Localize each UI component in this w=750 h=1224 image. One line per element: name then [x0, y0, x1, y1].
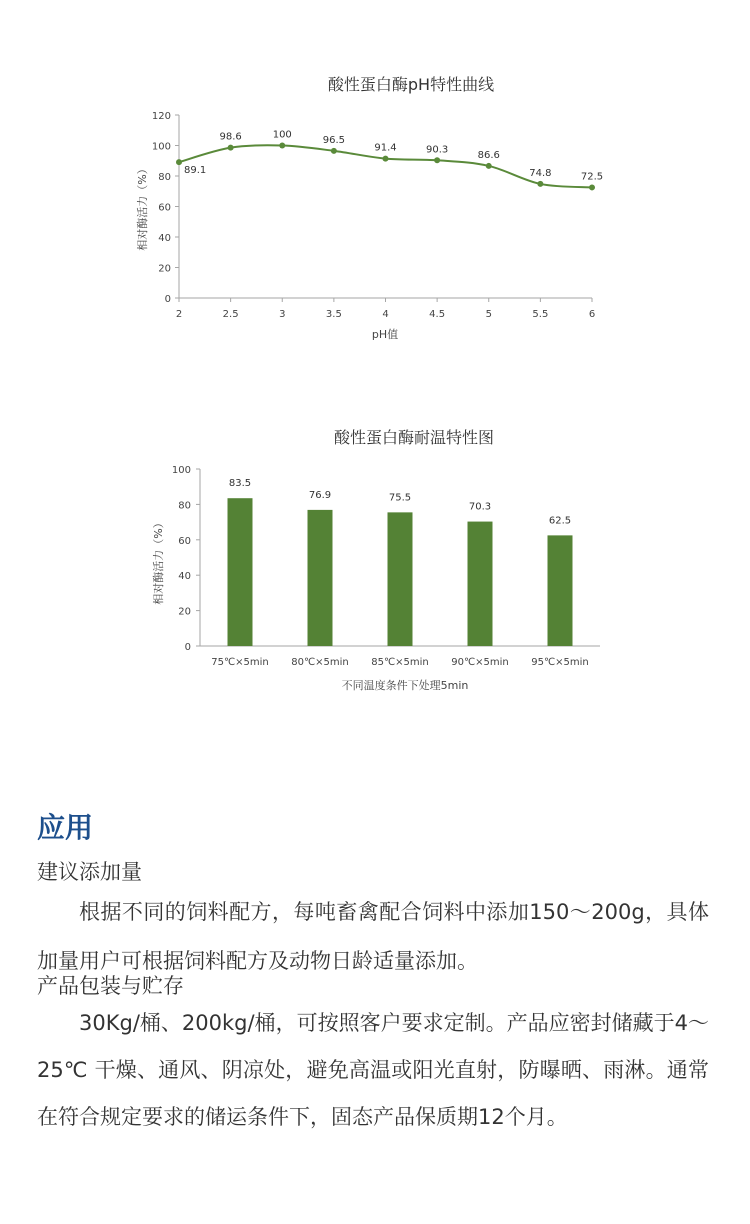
data-label: 91.4 [374, 142, 397, 154]
bar [468, 522, 493, 646]
paragraph-storage: 30Kg/桶、200kg/桶，可按照客户要求定制。产品应密封储藏于4～25℃ 干燥、通风、阴凉处，避免高温或阳光直射，防曝晒、雨淋。通常在符合规定要求的储运条件下，固态产品保质期12个月。 [37, 1011, 709, 1129]
section-title: 应用 [37, 811, 94, 844]
y-tick-labels [152, 111, 171, 305]
x-tick-label: 90℃×5min [451, 657, 509, 668]
bars [228, 498, 573, 646]
y-tick-label: 100 [151, 141, 171, 153]
y-axis-label: 相对酶活力（%） [152, 517, 165, 605]
temperature-bar-chart-svg [0, 400, 750, 720]
x-tick-label: 95℃×5min [531, 657, 589, 668]
data-point [589, 184, 595, 190]
ph-line-chart-svg [0, 0, 750, 360]
y-tick-label: 0 [164, 294, 171, 305]
data-label: 96.5 [322, 134, 346, 146]
subheading-storage: 产品包装与贮存 [37, 974, 184, 998]
bar [228, 498, 253, 646]
data-label: 74.8 [529, 167, 552, 179]
x-tick-labels [176, 309, 595, 320]
paragraph-dosage: 根据不同的饲料配方，每吨畜禽配合饲料中添加150～200g，具体加量用户可根据饲料配方及动物日龄适量添加。 [37, 900, 709, 973]
x-tick-label: 80℃×5min [291, 657, 349, 668]
temperature-bar-chart [0, 400, 750, 720]
y-tick-label: 40 [158, 233, 171, 244]
data-point [331, 148, 337, 154]
data-point [279, 143, 285, 149]
data-point [383, 156, 389, 162]
bar [388, 512, 413, 646]
data-label: 72.5 [580, 171, 604, 183]
data-labels [184, 130, 603, 183]
y-tick-label: 20 [178, 606, 191, 618]
y-tick-label: 100 [171, 465, 191, 476]
data-label: 90.3 [425, 144, 449, 156]
data-label: 98.6 [219, 131, 242, 143]
x-tick-label: 5 [485, 309, 492, 320]
y-axis-label: 相对酶活力（%） [136, 163, 149, 251]
data-point [434, 157, 440, 163]
bar [308, 510, 333, 646]
y-tick-label: 60 [158, 202, 171, 214]
x-tick-labels [211, 657, 589, 668]
bar [548, 535, 573, 646]
x-tick-label: 2 [175, 309, 183, 320]
data-point [486, 163, 492, 169]
data-label: 89.1 [184, 165, 207, 177]
ph-line-chart [0, 0, 750, 360]
data-label: 76.9 [308, 489, 332, 501]
data-label: 62.5 [548, 515, 572, 527]
data-label: 75.5 [388, 492, 412, 504]
x-tick-label: 2.5 [222, 309, 239, 320]
x-tick-label: 75℃×5min [211, 657, 269, 668]
y-tick-label: 60 [178, 535, 191, 547]
data-point [228, 145, 234, 151]
x-tick-label: 3.5 [325, 309, 342, 320]
x-axis-label: 不同温度条件下处理5min [341, 679, 469, 692]
subheading-dosage: 建议添加量 [37, 860, 142, 884]
x-tick-label: 4 [382, 309, 389, 320]
y-tick-label: 0 [184, 642, 191, 653]
y-tick-label: 120 [151, 111, 171, 122]
data-label: 70.3 [468, 501, 492, 513]
data-point [537, 181, 543, 187]
y-tick-labels [172, 465, 191, 653]
x-tick-label: 85℃×5min [371, 657, 429, 668]
x-tick-label: 5.5 [532, 309, 549, 320]
y-tick-label: 40 [178, 571, 191, 583]
data-point [176, 159, 182, 165]
x-tick-label: 3 [279, 309, 286, 320]
data-label: 86.6 [477, 149, 500, 161]
x-tick-label: 4.5 [429, 309, 446, 320]
data-label: 100 [272, 129, 292, 141]
x-axis-label: pH值 [371, 328, 399, 341]
chart-title: 酸性蛋白酶pH特性曲线 [327, 75, 495, 94]
y-tick-label: 80 [158, 172, 171, 183]
data-label: 83.5 [228, 478, 252, 490]
y-tick-label: 80 [178, 500, 191, 512]
x-tick-label: 6 [588, 309, 596, 320]
chart-title: 酸性蛋白酶耐温特性图 [333, 428, 495, 447]
y-tick-label: 20 [158, 263, 171, 275]
